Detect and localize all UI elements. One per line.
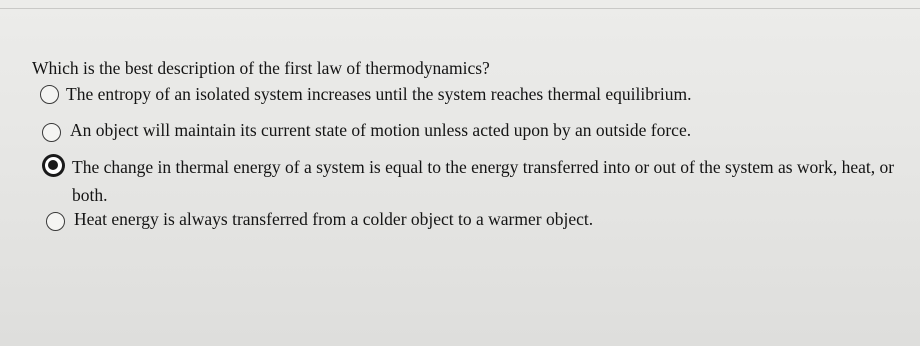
option-label: Heat energy is always transferred from a colder object to a warmer object.: [74, 209, 594, 229]
radio-button[interactable]: [46, 212, 65, 231]
radio-button[interactable]: [40, 85, 59, 104]
option-label: An object will maintain its current state of motion unless acted upon by an outside force.: [70, 120, 692, 140]
radio-button[interactable]: [42, 123, 61, 142]
radio-button-selected[interactable]: [44, 156, 63, 175]
option-label: The change in thermal energy of a system is equal to the energy transferred into or out of the system as work, heat, or both.: [72, 157, 895, 205]
option-label: The entropy of an isolated system increases until the system reaches thermal equilibrium.: [66, 84, 692, 104]
question-text: Which is the best description of the first law of thermodynamics?: [32, 58, 490, 78]
